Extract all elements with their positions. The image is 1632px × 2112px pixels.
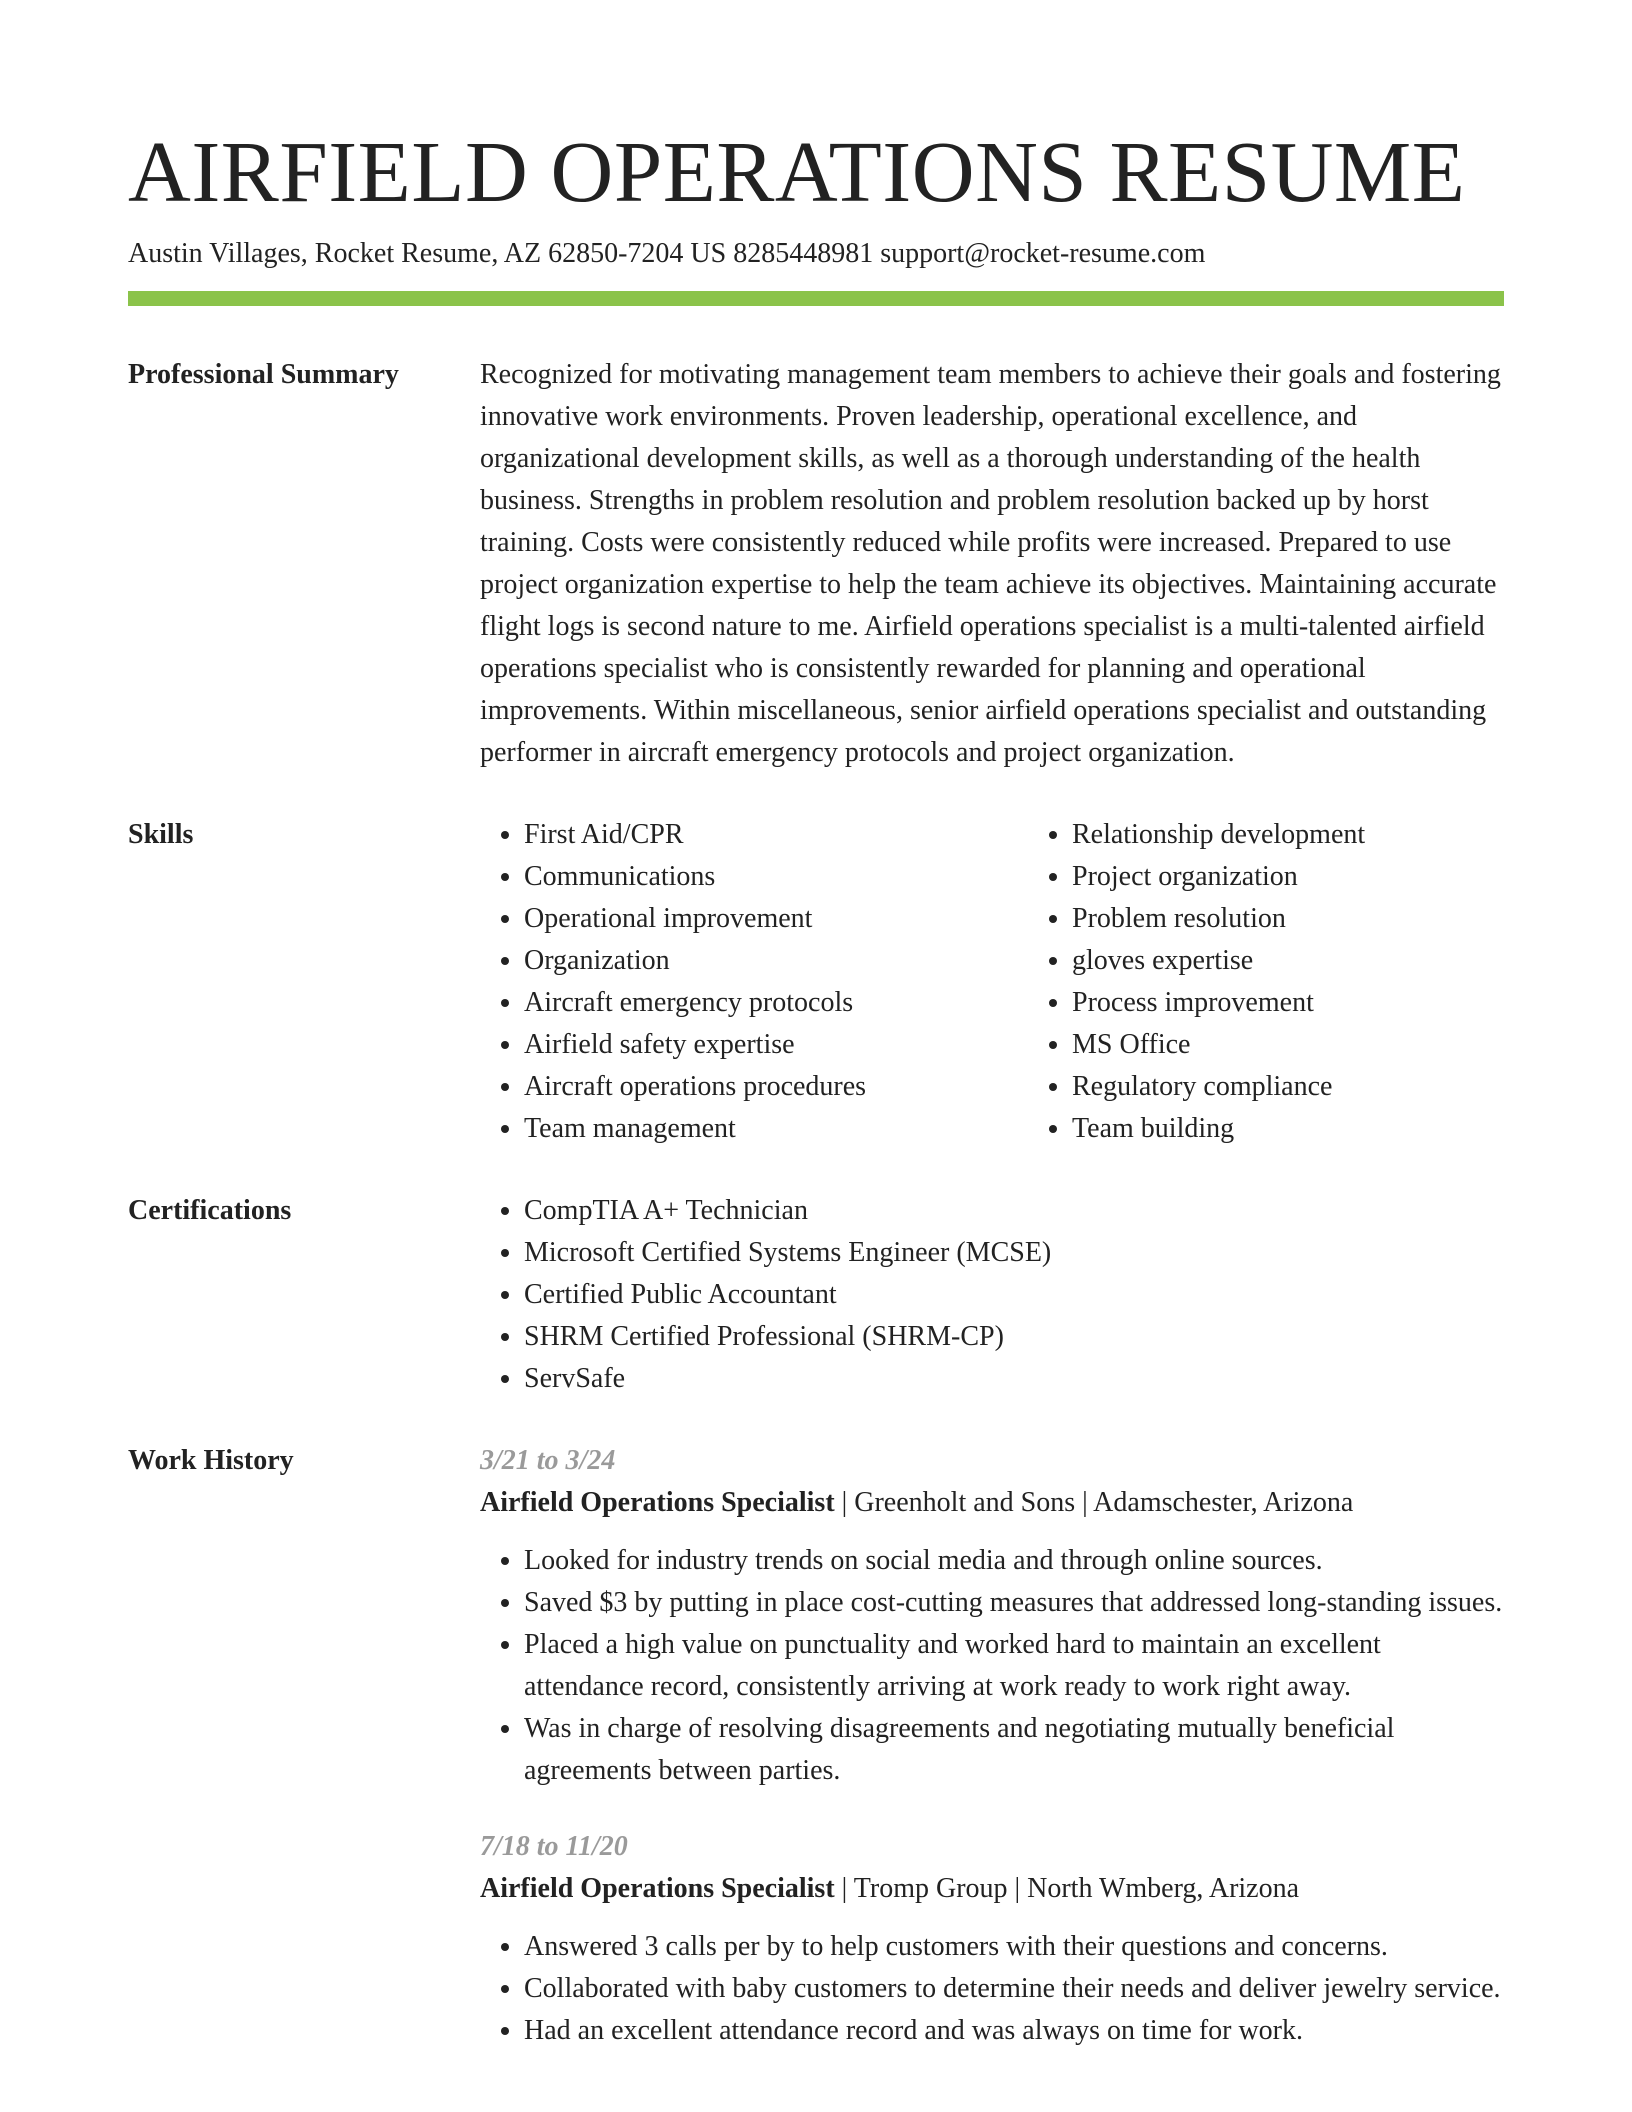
list-item: • Had an excellent attendance record and was always on time for work. [524,2010,1504,2052]
accent-divider [128,291,1504,306]
summary-section [128,354,1504,774]
job-header [480,1868,1504,1910]
list-item: • Certified Public Accountant [524,1274,1504,1316]
job-bullets [480,1926,1504,2052]
section-label-summary: Professional Summary [128,358,399,390]
list-item: • Regulatory compliance [1072,1066,1576,1108]
resume-title: AIRFIELD OPERATIONS RESUME [128,123,1466,220]
list-item: • Relationship development [1072,814,1576,856]
section-label-skills: Skills [128,818,194,850]
skills-list-left [480,814,1028,1150]
list-item: • Project organization [1072,856,1576,898]
list-item: • Team building [1072,1108,1576,1150]
work-history-body [480,1440,1504,2086]
job-dates: 3/21 to 3/24 [480,1444,616,1476]
list-item: • Collaborated with baby customers to determine their needs and deliver jewelry service. [524,1968,1504,2010]
list-item: • First Aid/CPR [524,814,1028,856]
list-item: • CompTIA A+ Technician [524,1190,1504,1232]
summary-body [480,354,1504,774]
certifications-body [480,1190,1504,1400]
job-bullets [480,1540,1504,1792]
list-item: • MS Office [1072,1024,1576,1066]
list-item: • Organization [524,940,1028,982]
job-entry [480,1826,1504,2052]
resume-page [128,118,1504,2086]
list-item: • Aircraft emergency protocols [524,982,1028,1024]
job-title: Airfield Operations Specialist [480,1872,835,1904]
list-item: • Placed a high value on punctuality and worked hard to maintain an excellent attendance record, consistently arriving at work ready to work right away. [524,1624,1504,1708]
list-item: • Answered 3 calls per by to help customers with their questions and concerns. [524,1926,1504,1968]
contact-line: Austin Villages, Rocket Resume, AZ 62850-7204 US 8285448981 support@rocket-resume.com [128,238,1206,269]
list-item: • Microsoft Certified Systems Engineer (MCSE) [524,1232,1504,1274]
list-item: • gloves expertise [1072,940,1576,982]
list-item: • ServSafe [524,1358,1504,1400]
job-header [480,1482,1504,1524]
job-dates: 7/18 to 11/20 [480,1830,628,1862]
list-item: • Operational improvement [524,898,1028,940]
list-item: • SHRM Certified Professional (SHRM-CP) [524,1316,1504,1358]
list-item: • Process improvement [1072,982,1576,1024]
list-item: • Problem resolution [1072,898,1576,940]
list-item: • Was in charge of resolving disagreements and negotiating mutually beneficial agreements between parties. [524,1708,1504,1792]
work-history-section [128,1440,1504,2086]
skills-list-right [1028,814,1576,1150]
section-label-certifications: Certifications [128,1194,292,1226]
section-label-work-history: Work History [128,1444,294,1476]
list-item: • Aircraft operations procedures [524,1066,1028,1108]
skills-body [480,814,1576,1150]
job-title: Airfield Operations Specialist [480,1486,835,1518]
certifications-list [480,1190,1504,1400]
certifications-section [128,1190,1504,1400]
list-item: • Communications [524,856,1028,898]
job-details: | Tromp Group | North Wmberg, Arizona [834,1872,1300,1904]
skills-section [128,814,1504,1150]
summary-text: Recognized for motivating management team members to achieve their goals and fostering innovative work environments. Proven leadership, operational excellence, and organizational development skills, as well as a thorough understanding of the health business. Strengths in problem resolution and problem resolution backed up by horst training. Costs were consistently reduced while profits were increased. Prepared to use project organization expertise to help the team achieve its objectives. Maintaining accurate flight logs is second nature to me. Airfield operations specialist is a multi-talented airfield operations specialist who is consistently rewarded for planning and operational improvements. Within miscellaneous, senior airfield operations specialist and outstanding performer in aircraft emergency protocols and project organization. [480,358,1501,768]
job-entry [480,1440,1504,1792]
list-item: • Looked for industry trends on social media and through online sources. [524,1540,1504,1582]
list-item: • Saved $3 by putting in place cost-cutting measures that addressed long-standing issues. [524,1582,1504,1624]
list-item: • Airfield safety expertise [524,1024,1028,1066]
job-details: | Greenholt and Sons | Adamschester, Arizona [834,1486,1354,1518]
list-item: • Team management [524,1108,1028,1150]
